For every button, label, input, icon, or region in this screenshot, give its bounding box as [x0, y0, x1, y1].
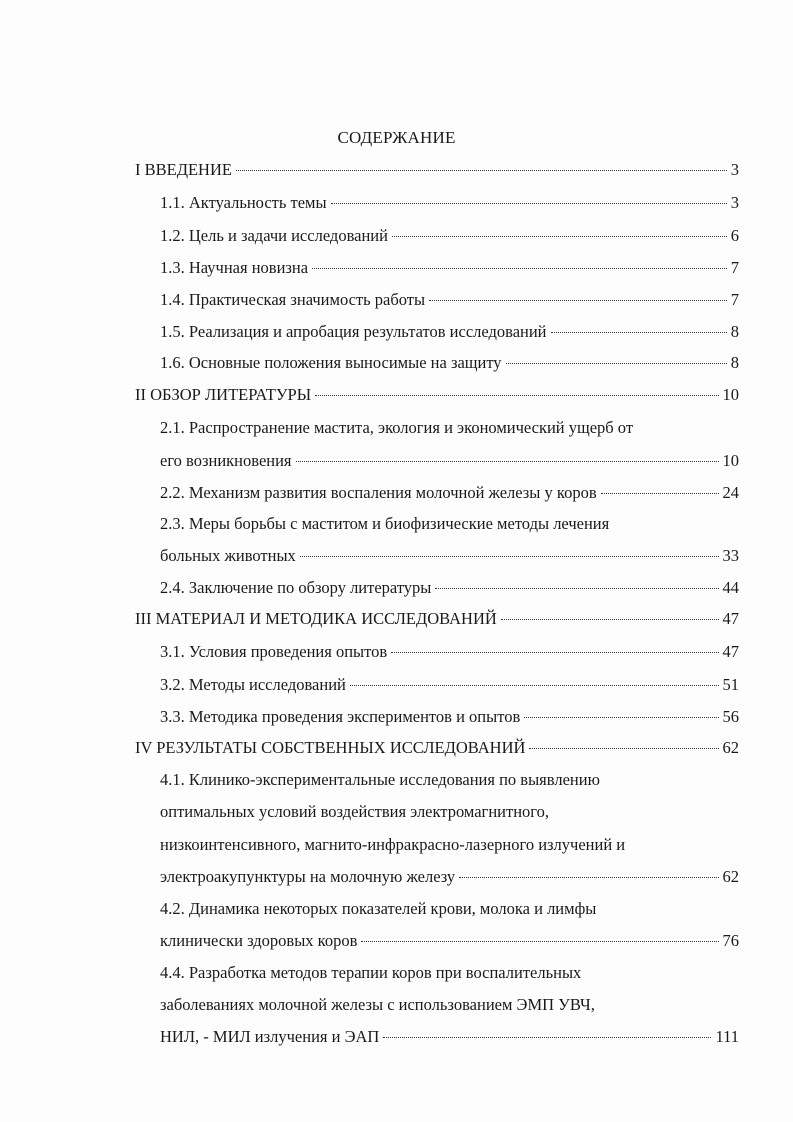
toc-leader	[331, 203, 727, 204]
toc-entry-text: 4.2. Динамика некоторых показателей крови, молока и лимфы	[160, 899, 597, 918]
page-title: СОДЕРЖАНИЕ	[337, 128, 456, 147]
toc-entry	[160, 258, 739, 278]
toc-entry-text: больных животных	[160, 546, 296, 565]
toc-entry-text: 1.5. Реализация и апробация результатов исследований	[160, 322, 547, 341]
toc-page-number: 7	[730, 258, 739, 277]
toc-page-number: 51	[722, 675, 739, 694]
toc-entry	[160, 931, 739, 951]
toc-entry-text: 4.1. Клинико-экспериментальные исследования по выявлению	[160, 770, 600, 789]
toc-entry-text: II ОБЗОР ЛИТЕРАТУРЫ	[135, 385, 312, 404]
toc-entry	[160, 226, 739, 246]
toc-entry	[160, 707, 739, 727]
toc-entry	[135, 609, 739, 629]
toc-entry-text: 1.1. Актуальность темы	[160, 193, 327, 212]
toc-leader	[435, 588, 718, 589]
toc-leader	[300, 556, 719, 557]
toc-leader	[506, 363, 727, 364]
toc-entry-text: его возникновения	[160, 451, 292, 470]
toc-leader	[315, 395, 718, 396]
toc-entry-text: 2.3. Меры борьбы с маститом и биофизические методы лечения	[160, 514, 610, 533]
toc-leader	[296, 461, 719, 462]
toc-page-number: 56	[722, 707, 739, 726]
toc-leader	[361, 941, 718, 942]
toc-entry	[160, 675, 739, 695]
toc-page-number: 3	[730, 193, 739, 212]
toc-page-number: 24	[722, 483, 739, 502]
toc-leader	[459, 877, 718, 878]
toc-leader	[392, 236, 727, 237]
toc-page-number: 6	[730, 226, 739, 245]
toc-entry-text: НИЛ, - МИЛ излучения и ЭАП	[160, 1027, 380, 1046]
toc-entry-text: 2.4. Заключение по обзору литературы	[160, 578, 432, 597]
toc-entry-text: 3.2. Методы исследований	[160, 675, 346, 694]
toc-entry	[160, 1027, 739, 1047]
toc-entry	[160, 353, 739, 373]
toc-entry-text: 2.2. Механизм развития воспаления молочной железы у коров	[160, 483, 597, 502]
toc-entry-text: низкоинтенсивного, магнито-инфракрасно-лазерного излучений и	[160, 835, 626, 854]
toc-page-number: 47	[722, 642, 739, 661]
toc-entry-text: 1.2. Цель и задачи исследований	[160, 226, 388, 245]
toc-entry	[160, 642, 739, 662]
toc-page-number: 7	[730, 290, 739, 309]
toc-entry-text: I ВВЕДЕНИЕ	[135, 160, 232, 179]
toc-entry-text: 1.4. Практическая значимость работы	[160, 290, 426, 309]
toc-leader	[524, 717, 718, 718]
toc-page-number: 3	[730, 160, 739, 179]
toc-page-number: 62	[722, 867, 739, 886]
toc-leader	[350, 685, 719, 686]
toc-page-number: 10	[722, 451, 739, 470]
toc-leader	[551, 332, 727, 333]
toc-entry	[135, 385, 739, 405]
toc-entry-text: 3.3. Методика проведения экспериментов и опытов	[160, 707, 521, 726]
toc-page-number: 62	[722, 738, 739, 757]
toc-leader	[429, 300, 727, 301]
toc-entry-text: III МАТЕРИАЛ И МЕТОДИКА ИССЛЕДОВАНИЙ	[135, 609, 497, 628]
toc-entry-text: клинически здоровых коров	[160, 931, 358, 950]
toc-leader	[529, 748, 718, 749]
toc-leader	[383, 1037, 711, 1038]
toc-page-number: 10	[722, 385, 739, 404]
toc-page-number: 44	[722, 578, 739, 597]
toc-page-number: 33	[722, 546, 739, 565]
toc-entry	[160, 546, 739, 566]
toc-entry	[160, 322, 739, 342]
toc-leader	[501, 619, 719, 620]
toc-entry-text: IV РЕЗУЛЬТАТЫ СОБСТВЕННЫХ ИССЛЕДОВАНИЙ	[135, 738, 526, 757]
toc-entry	[160, 483, 739, 503]
toc-entry-text: заболеваниях молочной железы с использованием ЭМП УВЧ,	[160, 995, 595, 1014]
toc-entry	[160, 193, 739, 213]
toc-leader	[312, 268, 727, 269]
toc-entry-text: 3.1. Условия проведения опытов	[160, 642, 388, 661]
toc-page-number: 47	[722, 609, 739, 628]
toc-entry-text: 4.4. Разработка методов терапии коров при воспалительных	[160, 963, 582, 982]
toc-entry	[135, 160, 739, 180]
toc-leader	[601, 493, 719, 494]
toc-leader	[236, 170, 727, 171]
toc-entry-text: 1.6. Основные положения выносимые на защиту	[160, 353, 502, 372]
toc-page-number: 8	[730, 322, 739, 341]
toc-page-number: 76	[722, 931, 739, 950]
toc-entry	[160, 578, 739, 598]
toc-page-number: 111	[715, 1027, 739, 1046]
toc-entry-text: 1.3. Научная новизна	[160, 258, 309, 277]
toc-entry	[160, 867, 739, 887]
toc-entry-text: электроакупунктуры на молочную железу	[160, 867, 456, 886]
toc-entry-text: 2.1. Распространение мастита, экология и экономический ущерб от	[160, 418, 634, 437]
toc-entry	[160, 451, 739, 471]
toc-leader	[391, 652, 718, 653]
toc-entry	[135, 738, 739, 758]
toc-entry	[160, 290, 739, 310]
toc-entry-text: оптимальных условий воздействия электромагнитного,	[160, 802, 550, 821]
toc-page-number: 8	[730, 353, 739, 372]
